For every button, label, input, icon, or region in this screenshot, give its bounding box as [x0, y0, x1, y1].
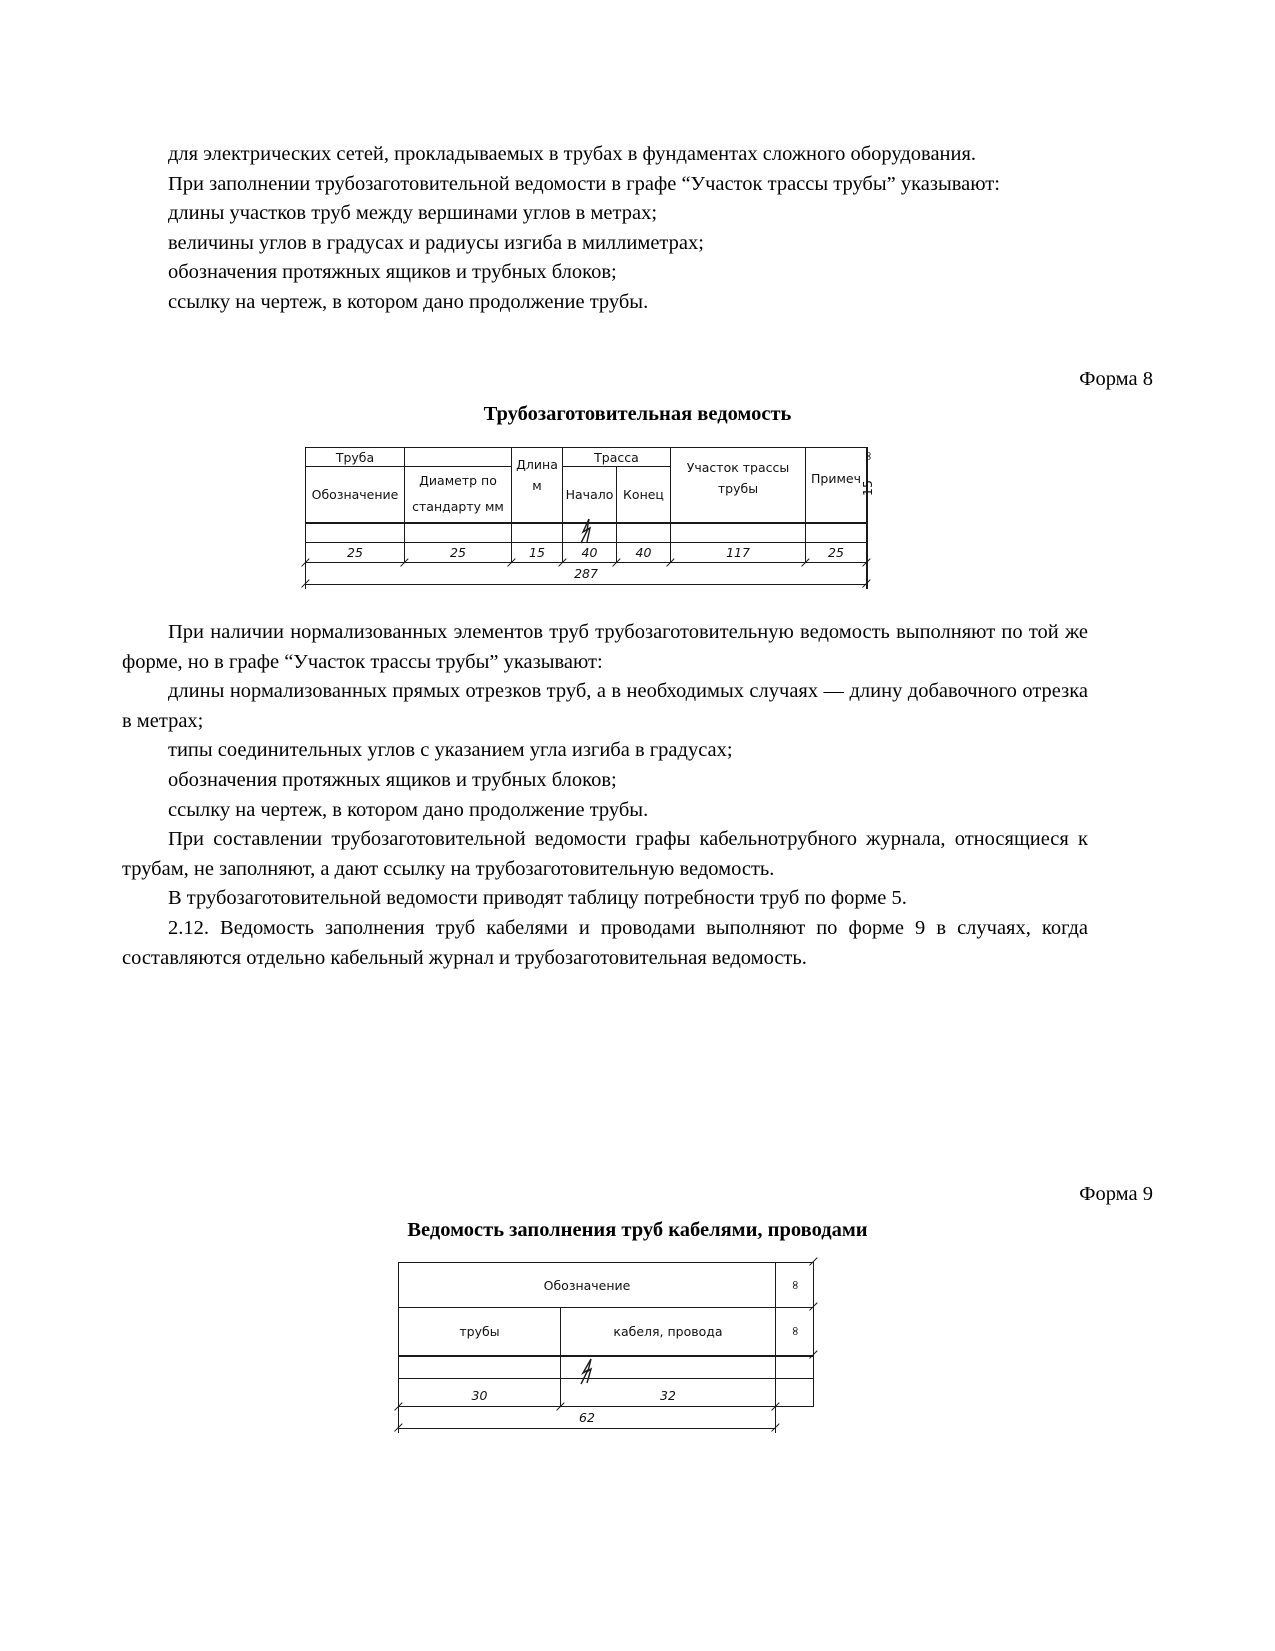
dimension-value: 117: [726, 545, 750, 560]
form-8-label: Форма 8: [1079, 368, 1153, 390]
header-oboznachenie: Обозначение: [311, 487, 399, 502]
dimension-value: 15: [529, 545, 545, 560]
form9-header-oboznachenie: Обозначение: [543, 1277, 631, 1293]
dimension-value: 25: [828, 545, 844, 560]
paragraph: При составлении трубозаготовительной ведомости графы кабельнотрубного журнала, относящиеся к трубам, не заполняют, а дают ссылку на трубозаготовительную ведомость.: [122, 828, 1088, 880]
form9-total-dimension-value: 62: [579, 1410, 595, 1425]
header-trassa-group: Трасса: [594, 449, 639, 465]
form-8-title: Трубозаготовительная ведомость: [483, 403, 792, 425]
header-diametr-line2: стандарту мм: [412, 498, 504, 514]
header-uchastok-line1: Участок трассы: [686, 459, 790, 475]
header-last-col-side: 15: [860, 480, 875, 496]
header-diametr-line1: Диаметр по: [419, 472, 497, 488]
paragraph: величины углов в градусах и радиусы изгиба в миллиметрах;: [168, 231, 704, 254]
paragraph: обозначения протяжных ящиков и трубных блоков;: [168, 261, 617, 284]
paragraph: ссылку на чертеж, в котором дано продолжение трубы.: [168, 798, 649, 821]
paragraph: ссылку на чертеж, в котором дано продолжение трубы.: [168, 290, 649, 313]
form9-right-extension-line: [813, 1262, 814, 1355]
form9-header-right-top: ∞: [787, 1279, 802, 1291]
form9-col-divider-right: [775, 1262, 776, 1407]
form9-header-kabelya: кабеля, провода: [613, 1324, 723, 1339]
paragraph: обозначения протяжных ящиков и трубных блоков;: [168, 768, 617, 791]
paragraph: При наличии нормализованных элементов труб трубозаготовительную ведомость выполняют по той же форме, но в графе “Участок трассы трубы” указывают:: [122, 621, 1088, 673]
dimension-value: 25: [450, 545, 466, 560]
dimension-value: 25: [347, 545, 363, 560]
dimension-value: 40: [635, 545, 652, 560]
form9-dimension-value: 30: [471, 1388, 488, 1403]
header-dlina-line2: м: [532, 477, 542, 493]
form9-total-dimension-line: [398, 1428, 775, 1429]
header-truba-group: Труба: [335, 449, 375, 465]
paragraph: 2.12. Ведомость заполнения труб кабелями и проводами выполняют по форме 9 в случаях, когда составляются отдельно кабельный журнал и трубозаготовительная ведомость.: [122, 916, 1088, 969]
form-9-label: Форма 9: [1079, 1183, 1153, 1205]
dimension-value: 40: [581, 545, 598, 560]
form9-data-row-rule: [398, 1378, 814, 1379]
form-9-title: Ведомость заполнения труб кабелями, проводами: [407, 1219, 868, 1241]
paragraph: длины участков труб между вершинами углов в метрах;: [168, 202, 658, 225]
header-last-col-top: ∞: [860, 450, 875, 462]
header-uchastok-line2: трубы: [717, 480, 759, 496]
paragraph: В трубозаготовительной ведомости приводят таблицу потребности труб по форме 5.: [168, 887, 907, 910]
form9-header-right-bottom: ∞: [787, 1325, 802, 1337]
paragraph: При заполнении трубозаготовительной ведомости в графе “Участок трассы трубы” указывают:: [168, 172, 1000, 195]
paragraph: длины нормализованных прямых отрезков труб, а в необходимых случаях — длину добавочного отрезка в метрах;: [122, 680, 1088, 732]
form9-dimension-value: 32: [660, 1388, 676, 1403]
break-zigzag-icon: [574, 1356, 598, 1386]
form9-header-truby: трубы: [459, 1324, 500, 1339]
form9-header-rule-2: [398, 1355, 814, 1357]
paragraph: типы соединительных углов с указанием угла изгиба в градусах;: [168, 739, 733, 762]
form9-extension-line-right: [775, 1407, 776, 1433]
total-dimension-value: 287: [574, 566, 598, 581]
header-konets: Конец: [623, 487, 664, 502]
header-nachalo: Начало: [565, 487, 614, 502]
header-dlina-line1: Длина: [516, 456, 558, 472]
paragraph: для электрических сетей, прокладываемых в трубах в фундаментах сложного оборудования.: [168, 143, 977, 165]
header-primech: Примеч: [811, 470, 861, 486]
